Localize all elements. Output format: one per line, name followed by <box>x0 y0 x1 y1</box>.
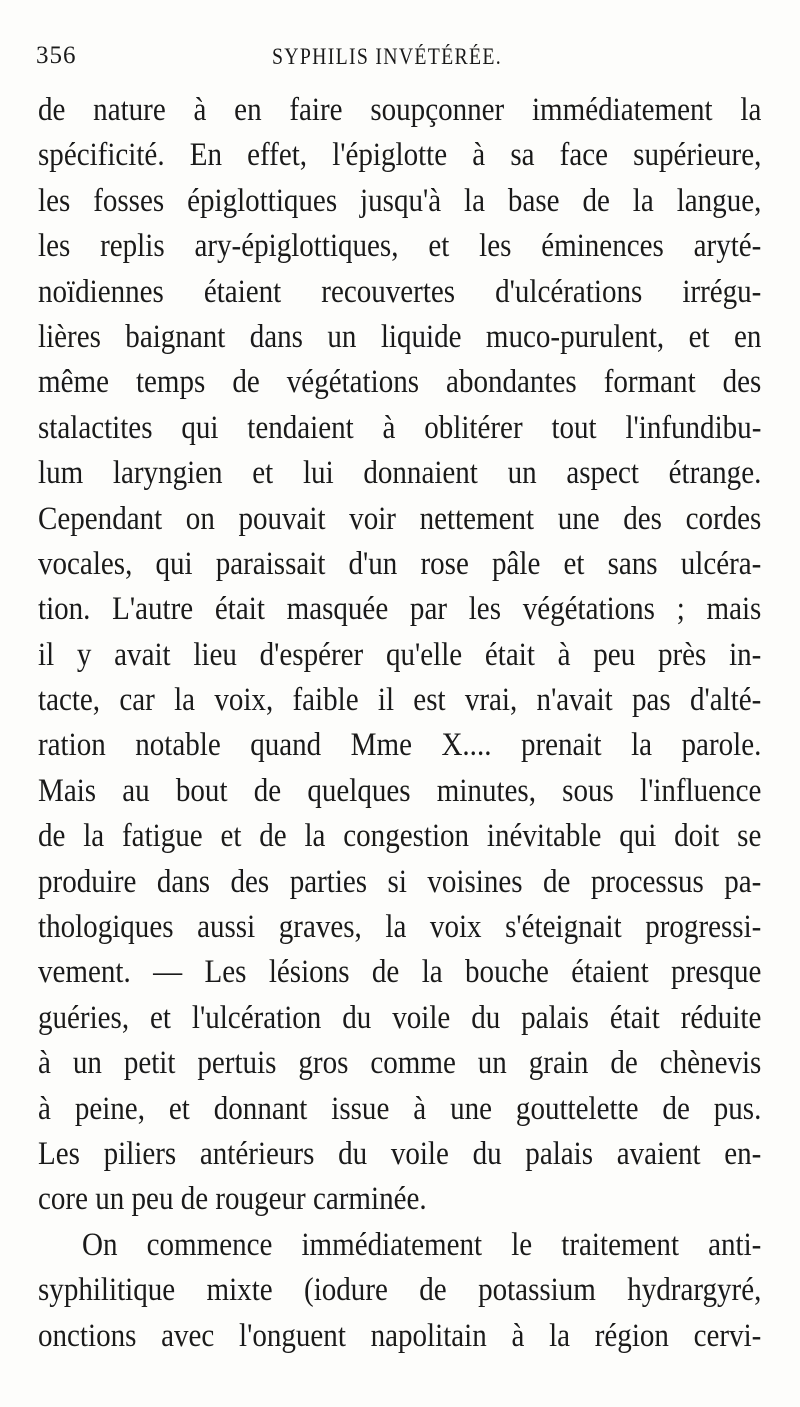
text-line: spécificité. En effet, l'épiglotte à sa face supérieure, <box>38 137 762 174</box>
text-line: stalactites qui tendaient à oblitérer tout l'infundibu- <box>38 409 762 446</box>
text-line: à peine, et donnant issue à une gouttelette de pus. <box>38 1090 762 1127</box>
text-line: thologiques aussi graves, la voix s'éteignait progressi- <box>38 909 762 946</box>
text-line: tion. L'autre était masquée par les végétations ; mais <box>38 591 762 628</box>
body-text <box>38 88 762 1359</box>
text-line: syphilitique mixte (iodure de potassium hydrargyré, <box>38 1272 762 1309</box>
text-line: ration notable quand Mme X.... prenait la parole. <box>38 727 762 764</box>
text-line: de la fatigue et de la congestion inévitable qui doit se <box>38 818 762 855</box>
text-line: vocales, qui paraissait d'un rose pâle et sans ulcéra- <box>38 545 762 582</box>
text-line: de nature à en faire soupçonner immédiatement la <box>38 92 762 128</box>
text-line: même temps de végétations abondantes formant des <box>38 364 762 401</box>
text-line: lières baignant dans un liquide muco-purulent, et en <box>38 318 762 355</box>
text-line: il y avait lieu d'espérer qu'elle était à peu près in- <box>38 636 762 673</box>
page-number: 356 <box>36 42 77 69</box>
text-line: On commence immédiatement le traitement anti- <box>82 1226 762 1263</box>
text-line: Cependant on pouvait voir nettement une des cordes <box>38 500 762 537</box>
text-line: Mais au bout de quelques minutes, sous l'influence <box>38 772 762 809</box>
text-line: onctions avec l'onguent napolitain à la région cervi- <box>38 1317 762 1354</box>
text-line: guéries, et l'ulcération du voile du palais était réduite <box>38 999 762 1036</box>
text-line: les replis ary-épiglottiques, et les éminences aryté- <box>38 228 762 265</box>
text-line: vement. — Les lésions de la bouche étaient presque <box>38 954 762 991</box>
text-line: noïdiennes étaient recouvertes d'ulcérations irrégu- <box>38 273 762 310</box>
text-line: à un petit pertuis gros comme un grain de chènevis <box>38 1045 762 1082</box>
text-line: core un peu de rougeur carminée. <box>38 1181 427 1218</box>
text-line: tacte, car la voix, faible il est vrai, n'avait pas d'alté- <box>38 682 762 719</box>
text-line: produire dans des parties si voisines de processus pa- <box>38 863 762 900</box>
page-header <box>0 38 800 78</box>
text-line: lum laryngien et lui donnaient un aspect étrange. <box>38 455 762 492</box>
text-line: Les piliers antérieurs du voile du palais avaient en- <box>38 1135 762 1172</box>
running-title: SYPHILIS INVÉTÉRÉE. <box>272 44 502 69</box>
text-line: les fosses épiglottiques jusqu'à la base de la langue, <box>38 182 762 219</box>
